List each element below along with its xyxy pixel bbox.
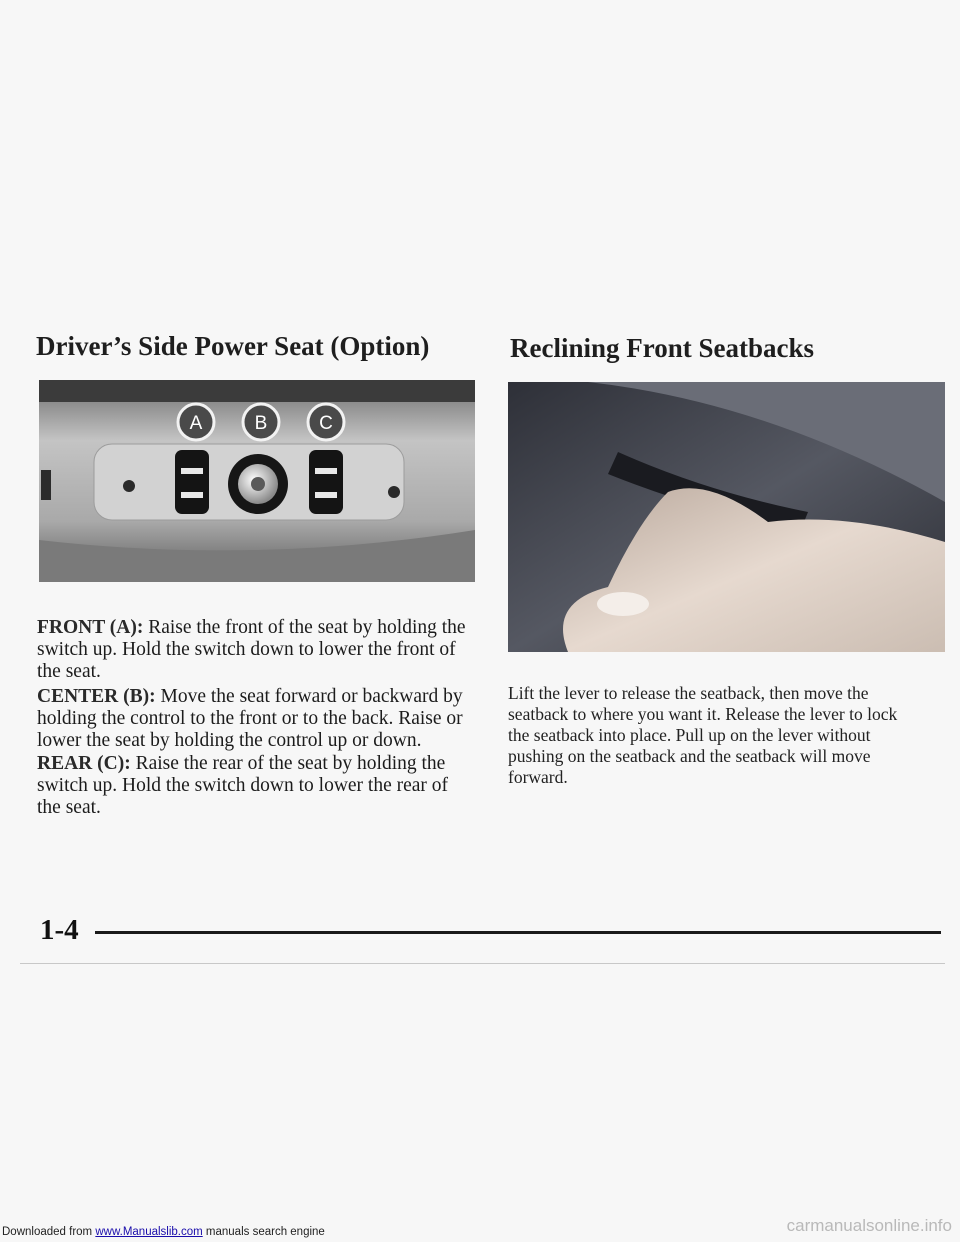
- download-suffix: manuals search engine: [202, 1226, 325, 1238]
- page-number: 1-4: [40, 914, 79, 946]
- center-text: Move the seat forward or backward by holding the control to the front or to the back. Raise or lower the seat by holding the control up or down.: [37, 686, 463, 751]
- download-banner: [2, 1226, 325, 1238]
- manualslib-link[interactable]: www.Manualslib.com: [95, 1226, 203, 1238]
- reclining-seatbacks-text: Lift the lever to release the seatback, then move the seatback to where you want it. Release the lever to lock the seatback into place. Pull up on the lever without pushing on the seatback and the seatback will move forward.: [508, 683, 898, 787]
- svg-text:B: B: [254, 413, 268, 434]
- callout-a: [178, 404, 214, 440]
- svg-text:C: C: [319, 413, 333, 434]
- rear-switch: [309, 450, 343, 514]
- power-seat-controls-photo: [39, 380, 475, 582]
- divider: [20, 963, 945, 964]
- center-control-description: [37, 686, 467, 752]
- rear-label: REAR (C):: [37, 753, 131, 774]
- rear-switch-description: [37, 753, 467, 819]
- front-label: FRONT (A):: [37, 617, 144, 638]
- reclining-seatbacks-heading: Reclining Front Seatbacks: [510, 333, 815, 363]
- center-label: CENTER (B):: [37, 686, 156, 707]
- footer-rule: [95, 931, 941, 934]
- svg-text:A: A: [189, 413, 203, 434]
- front-switch-description: [37, 617, 467, 683]
- rear-text: Raise the rear of the seat by holding the switch up. Hold the switch down to lower the rear of the seat.: [37, 753, 449, 818]
- front-switch: [175, 450, 209, 514]
- front-text: Raise the front of the seat by holding the switch up. Hold the switch down to lower the front of the seat.: [37, 617, 466, 682]
- center-control-knob: [228, 454, 288, 514]
- watermark: carmanualsonline.info: [786, 1216, 952, 1235]
- power-seat-heading: Driver’s Side Power Seat (Option): [36, 331, 430, 361]
- callout-b: [243, 404, 279, 440]
- download-prefix: Downloaded from: [2, 1226, 93, 1238]
- callout-c: [308, 404, 344, 440]
- recliner-lever-photo: [508, 382, 945, 652]
